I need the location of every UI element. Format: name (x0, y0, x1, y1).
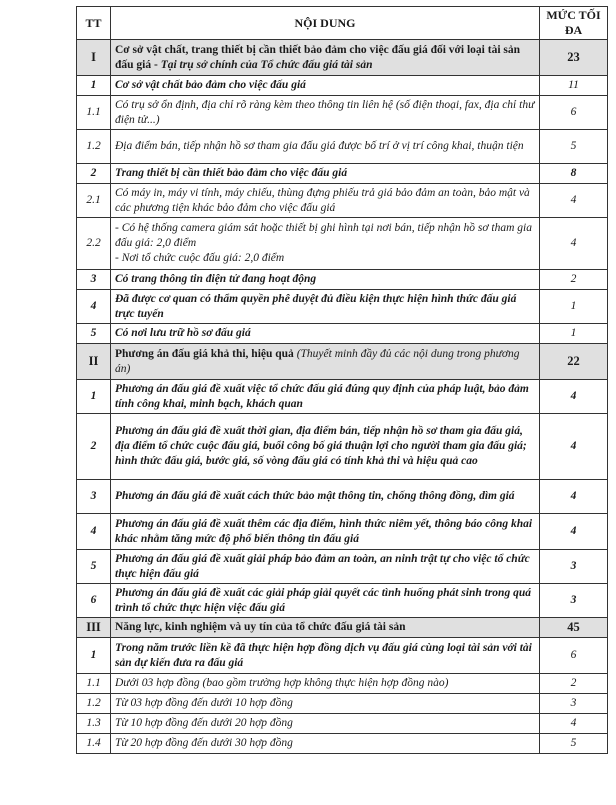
row-content-main: Cơ sở vật chất, trang thiết bị cần thiết bảo đảm cho việc đấu giá đối với loại tài sản đấu giá - (115, 43, 521, 71)
row-number: 3 (77, 480, 111, 514)
header-max: MỨC TỐI ĐA (540, 7, 608, 40)
row-max-score: 4 (540, 414, 608, 480)
table-row (77, 480, 608, 514)
row-content: Phương án đấu giá đề xuất việc tổ chức đấu giá đúng quy định của pháp luật, bảo đảm tính công khai, minh bạch, khách quan (111, 380, 540, 414)
row-content: Địa điểm bán, tiếp nhận hồ sơ tham gia đấu giá được bố trí ở vị trí công khai, thuận tiện (111, 130, 540, 164)
row-content: Phương án đấu giá đề xuất giải pháp bảo đảm an toàn, an ninh trật tự cho việc tổ chức thực hiện đấu giá (111, 550, 540, 584)
table-row (77, 674, 608, 694)
row-number: 1 (77, 76, 111, 96)
row-max-score: 4 (540, 480, 608, 514)
table-row (77, 414, 608, 480)
row-number: 1.2 (77, 694, 111, 714)
row-number: 2.1 (77, 184, 111, 218)
row-max-score: 3 (540, 694, 608, 714)
row-number: 2.2 (77, 218, 111, 270)
table-row (77, 584, 608, 618)
table-row (77, 164, 608, 184)
table-row (77, 514, 608, 550)
table-row (77, 270, 608, 290)
row-number: 1 (77, 638, 111, 674)
table-row (77, 130, 608, 164)
row-content: Từ 03 hợp đồng đến dưới 10 hợp đồng (111, 694, 540, 714)
table-row (77, 550, 608, 584)
row-max-score: 5 (540, 734, 608, 754)
row-max-score: 5 (540, 130, 608, 164)
row-content-main: Phương án đấu giá khả thi, hiệu quả (115, 347, 297, 360)
row-number: 1.2 (77, 130, 111, 164)
row-content-extra: (Thuyết minh đầy đủ các nội dung trong phương án) (115, 347, 520, 375)
row-content: Từ 20 hợp đồng đến dưới 30 hợp đồng (111, 734, 540, 754)
row-max-score: 6 (540, 638, 608, 674)
row-number: 1.1 (77, 674, 111, 694)
row-max-score: 4 (540, 380, 608, 414)
row-number: 2 (77, 164, 111, 184)
row-content: Đã được cơ quan có thẩm quyền phê duyệt đủ điều kiện thực hiện hình thức đấu giá trực tuyến (111, 290, 540, 324)
row-max-score: 6 (540, 96, 608, 130)
table-row (77, 40, 608, 76)
row-content: Có trụ sở ổn định, địa chỉ rõ ràng kèm theo thông tin liên hệ (số điện thoại, fax, địa chỉ thư điện tử...) (111, 96, 540, 130)
row-number: 3 (77, 270, 111, 290)
table-row (77, 714, 608, 734)
row-number: I (77, 40, 111, 76)
row-content: Trong năm trước liền kề đã thực hiện hợp đồng dịch vụ đấu giá cùng loại tài sản với tài sản dự kiến đưa ra đấu giá (111, 638, 540, 674)
row-content: Có nơi lưu trữ hồ sơ đấu giá (111, 324, 540, 344)
row-content (111, 344, 540, 380)
row-max-score: 1 (540, 290, 608, 324)
table-row (77, 694, 608, 714)
row-max-score: 23 (540, 40, 608, 76)
row-number: 4 (77, 514, 111, 550)
row-content: Năng lực, kinh nghiệm và uy tín của tổ chức đấu giá tài sản (111, 618, 540, 638)
row-number: 1 (77, 380, 111, 414)
table-row (77, 344, 608, 380)
row-content: Phương án đấu giá đề xuất thời gian, địa điểm bán, tiếp nhận hồ sơ tham gia đấu giá, địa điểm tổ chức cuộc đấu giá, buổi công bố giá thuận lợi cho người tham gia đấu giá; hình thức đấu giá, bước giá, số vòng đấu giá có tính khả thi và hiệu quả cao (111, 414, 540, 480)
row-content-line: - Nơi tổ chức cuộc đấu giá: 2,0 điểm (115, 252, 285, 264)
row-content: Trang thiết bị cần thiết bảo đảm cho việc đấu giá (111, 164, 540, 184)
row-content: Phương án đấu giá đề xuất thêm các địa điểm, hình thức niêm yết, thông báo công khai khác nhằm tăng mức độ phổ biến thông tin đấu giá (111, 514, 540, 550)
row-max-score: 4 (540, 514, 608, 550)
header-tt: TT (77, 7, 111, 40)
table-row (77, 618, 608, 638)
row-max-score: 45 (540, 618, 608, 638)
row-number: II (77, 344, 111, 380)
row-content: Phương án đấu giá đề xuất các giải pháp giải quyết các tình huống phát sinh trong quá trình tổ chức thực hiện việc đấu giá (111, 584, 540, 618)
row-content: Phương án đấu giá đề xuất cách thức bảo mật thông tin, chống thông đồng, dìm giá (111, 480, 540, 514)
row-content (111, 218, 540, 270)
row-content: Cơ sở vật chất bảo đảm cho việc đấu giá (111, 76, 540, 96)
row-content: Dưới 03 hợp đồng (bao gồm trường hợp không thực hiện hợp đồng nào) (111, 674, 540, 694)
table-row (77, 638, 608, 674)
row-max-score: 3 (540, 550, 608, 584)
row-max-score: 11 (540, 76, 608, 96)
table-header (77, 7, 608, 40)
row-number: 1.4 (77, 734, 111, 754)
row-content (111, 40, 540, 76)
row-number: III (77, 618, 111, 638)
row-max-score: 22 (540, 344, 608, 380)
row-number: 5 (77, 324, 111, 344)
row-number: 1.1 (77, 96, 111, 130)
row-number: 6 (77, 584, 111, 618)
row-content-extra: Tại trụ sở chính của Tổ chức đấu giá tài sản (160, 58, 373, 71)
row-max-score: 2 (540, 674, 608, 694)
table-row (77, 324, 608, 344)
row-content: Từ 10 hợp đồng đến dưới 20 hợp đồng (111, 714, 540, 734)
row-content: Có trang thông tin điện tử đang hoạt động (111, 270, 540, 290)
table-row (77, 76, 608, 96)
table-row (77, 380, 608, 414)
table-row (77, 734, 608, 754)
row-max-score: 2 (540, 270, 608, 290)
row-max-score: 4 (540, 218, 608, 270)
row-max-score: 1 (540, 324, 608, 344)
table-row (77, 290, 608, 324)
row-number: 2 (77, 414, 111, 480)
table-row (77, 184, 608, 218)
row-max-score: 4 (540, 184, 608, 218)
row-number: 4 (77, 290, 111, 324)
row-content-line: - Có hệ thống camera giám sát hoặc thiết bị ghi hình tại nơi bán, tiếp nhận hồ sơ tham gia đấu giá: 2,0 điểm (115, 222, 532, 249)
row-max-score: 3 (540, 584, 608, 618)
table-row (77, 96, 608, 130)
row-content: Có máy in, máy vi tính, máy chiếu, thùng đựng phiếu trả giá bảo đảm an toàn, bảo mật và các phương tiện khác bảo đảm cho việc đấu giá (111, 184, 540, 218)
header-content: NỘI DUNG (111, 7, 540, 40)
row-max-score: 8 (540, 164, 608, 184)
criteria-table (76, 6, 608, 754)
row-max-score: 4 (540, 714, 608, 734)
row-number: 5 (77, 550, 111, 584)
row-number: 1.3 (77, 714, 111, 734)
table-row (77, 218, 608, 270)
